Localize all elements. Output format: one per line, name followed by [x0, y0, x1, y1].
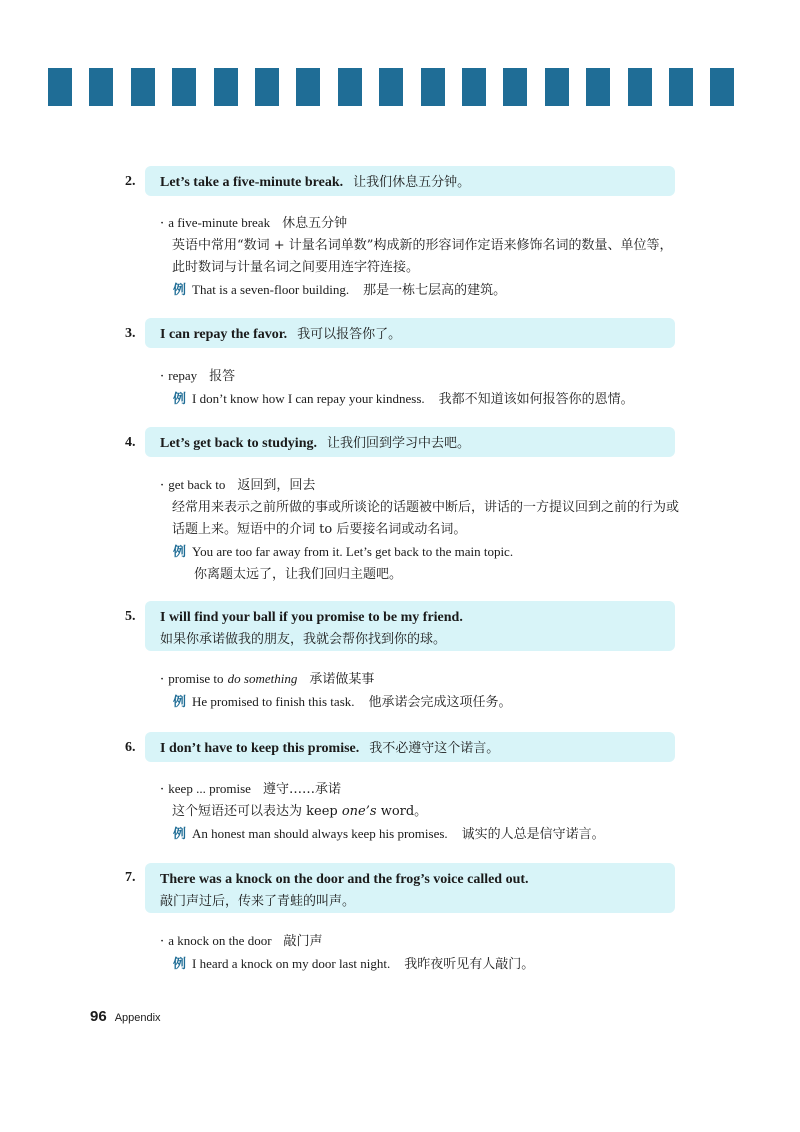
- example-chinese: 我昨夜听见有人敲门。: [404, 957, 535, 972]
- sentence-english: Let’s take a five-minute break.: [160, 175, 344, 190]
- page-number: 96: [90, 1008, 107, 1025]
- stripe-block: [545, 68, 569, 106]
- term-english: a five-minute break: [168, 215, 271, 230]
- example-chinese: 你离题太远了，让我们回归主题吧。: [194, 567, 403, 582]
- example-chinese: 我都不知道该如何报答你的恩情。: [438, 392, 634, 407]
- sentence-chinese: 我不必遵守这个诺言。: [369, 741, 500, 756]
- example-chinese: 诚实的人总是信守诺言。: [461, 827, 605, 842]
- item-number: 4.: [125, 435, 136, 450]
- explanation-text-end: word。: [376, 804, 428, 819]
- example-mark: 例: [173, 957, 187, 972]
- sentence-chinese: 如果你承诺做我的朋友，我就会帮你找到你的球。: [160, 632, 447, 647]
- sentence-box: [145, 601, 675, 651]
- item-number: 5.: [125, 609, 136, 624]
- item-number: 3.: [125, 326, 136, 341]
- sentence-chinese: 让我们休息五分钟。: [353, 175, 471, 190]
- example-english: An honest man should always keep his promises.: [192, 826, 448, 841]
- term-chinese: 报答: [209, 369, 236, 384]
- bullet: ·: [160, 934, 165, 949]
- sentence-english: I will find your ball if you promise to be my friend.: [160, 610, 463, 625]
- stripe-block: [48, 68, 72, 106]
- note-block: [160, 930, 680, 976]
- stripe-block: [89, 68, 113, 106]
- stripe-block: [131, 68, 155, 106]
- example-mark: 例: [173, 827, 187, 842]
- note-block: [160, 474, 680, 586]
- sentence-english: I can repay the favor.: [160, 327, 288, 342]
- explanation-italic: one’s: [341, 804, 377, 819]
- sentence-chinese: 敲门声过后，传来了青蛙的叫声。: [160, 894, 356, 909]
- stripe-block: [503, 68, 527, 106]
- bullet: ·: [160, 216, 165, 231]
- example-mark: 例: [173, 392, 187, 407]
- bullet: ·: [160, 369, 165, 384]
- sentence-english: I don’t have to keep this promise.: [160, 741, 360, 756]
- example-english: You are too far away from it. Let’s get back to the main topic.: [192, 544, 514, 559]
- note-block: [160, 365, 680, 411]
- explanation-text: 这个短语还可以表达为 keep: [172, 804, 342, 819]
- example-english: He promised to finish this task.: [192, 694, 355, 709]
- note-block: [160, 668, 680, 714]
- sentence-chinese: 我可以报答你了。: [297, 327, 402, 342]
- term-english: get back to: [168, 477, 226, 492]
- item-number: 6.: [125, 740, 136, 755]
- example-english: That is a seven-floor building.: [192, 282, 350, 297]
- stripe-block: [296, 68, 320, 106]
- term-chinese: 返回到，回去: [237, 478, 316, 493]
- term-chinese: 承诺做某事: [309, 672, 375, 687]
- stripe-block: [628, 68, 652, 106]
- sentence-box: [145, 732, 675, 762]
- sentence-box: [145, 318, 675, 348]
- bullet: ·: [160, 672, 165, 687]
- example-chinese: 他承诺会完成这项任务。: [368, 695, 512, 710]
- page-footer: [90, 1008, 161, 1026]
- sentence-box: [145, 427, 675, 457]
- stripe-block: [462, 68, 486, 106]
- term-chinese: 休息五分钟: [282, 216, 348, 231]
- stripe-block: [421, 68, 445, 106]
- sentence-english: There was a knock on the door and the frog’s voice called out.: [160, 872, 529, 887]
- section-title: Appendix: [114, 1012, 161, 1024]
- bullet: ·: [160, 478, 165, 493]
- example-mark: 例: [173, 545, 187, 560]
- term-english: a knock on the door: [168, 933, 272, 948]
- stripe-block: [379, 68, 403, 106]
- note-block: [160, 778, 680, 846]
- example-english: I heard a knock on my door last night.: [192, 956, 391, 971]
- sentence-chinese: 让我们回到学习中去吧。: [327, 436, 471, 451]
- sentence-english: Let’s get back to studying.: [160, 436, 317, 451]
- term-english: promise to: [168, 671, 224, 686]
- term-english: keep ... promise: [168, 781, 251, 796]
- bullet: ·: [160, 782, 165, 797]
- example-mark: 例: [173, 695, 187, 710]
- stripe-block: [214, 68, 238, 106]
- example-english: I don’t know how I can repay your kindness.: [192, 391, 425, 406]
- term-chinese: 敲门声: [283, 934, 323, 949]
- stripe-block: [586, 68, 610, 106]
- explanation: 经常用来表示之前所做的事或所谈论的话题被中断后，讲话的一方提议回到之前的行为或话题上来。短语中的介词 to 后要接名词或动名词。: [172, 500, 680, 537]
- explanation: [160, 801, 680, 823]
- example-mark: 例: [173, 283, 187, 298]
- explanation: 英语中常用“数词 + 计量名词单数”构成新的形容词作定语来修饰名词的数量、单位等，此时数词与计量名词之间要用连字符连接。: [172, 238, 673, 275]
- term-english-italic: do something: [227, 671, 298, 686]
- stripe-block: [255, 68, 279, 106]
- sentence-box: [145, 863, 675, 913]
- stripe-block: [710, 68, 734, 106]
- note-block: [160, 212, 680, 302]
- term-english: repay: [168, 368, 198, 383]
- sentence-box: [145, 166, 675, 196]
- stripe-block: [172, 68, 196, 106]
- stripe-block: [669, 68, 693, 106]
- term-chinese: 遵守……承诺: [262, 782, 341, 797]
- header-stripe-bar: [48, 68, 748, 106]
- stripe-block: [338, 68, 362, 106]
- item-number: 2.: [125, 174, 136, 189]
- example-chinese: 那是一栋七层高的建筑。: [363, 283, 507, 298]
- item-number: 7.: [125, 870, 136, 885]
